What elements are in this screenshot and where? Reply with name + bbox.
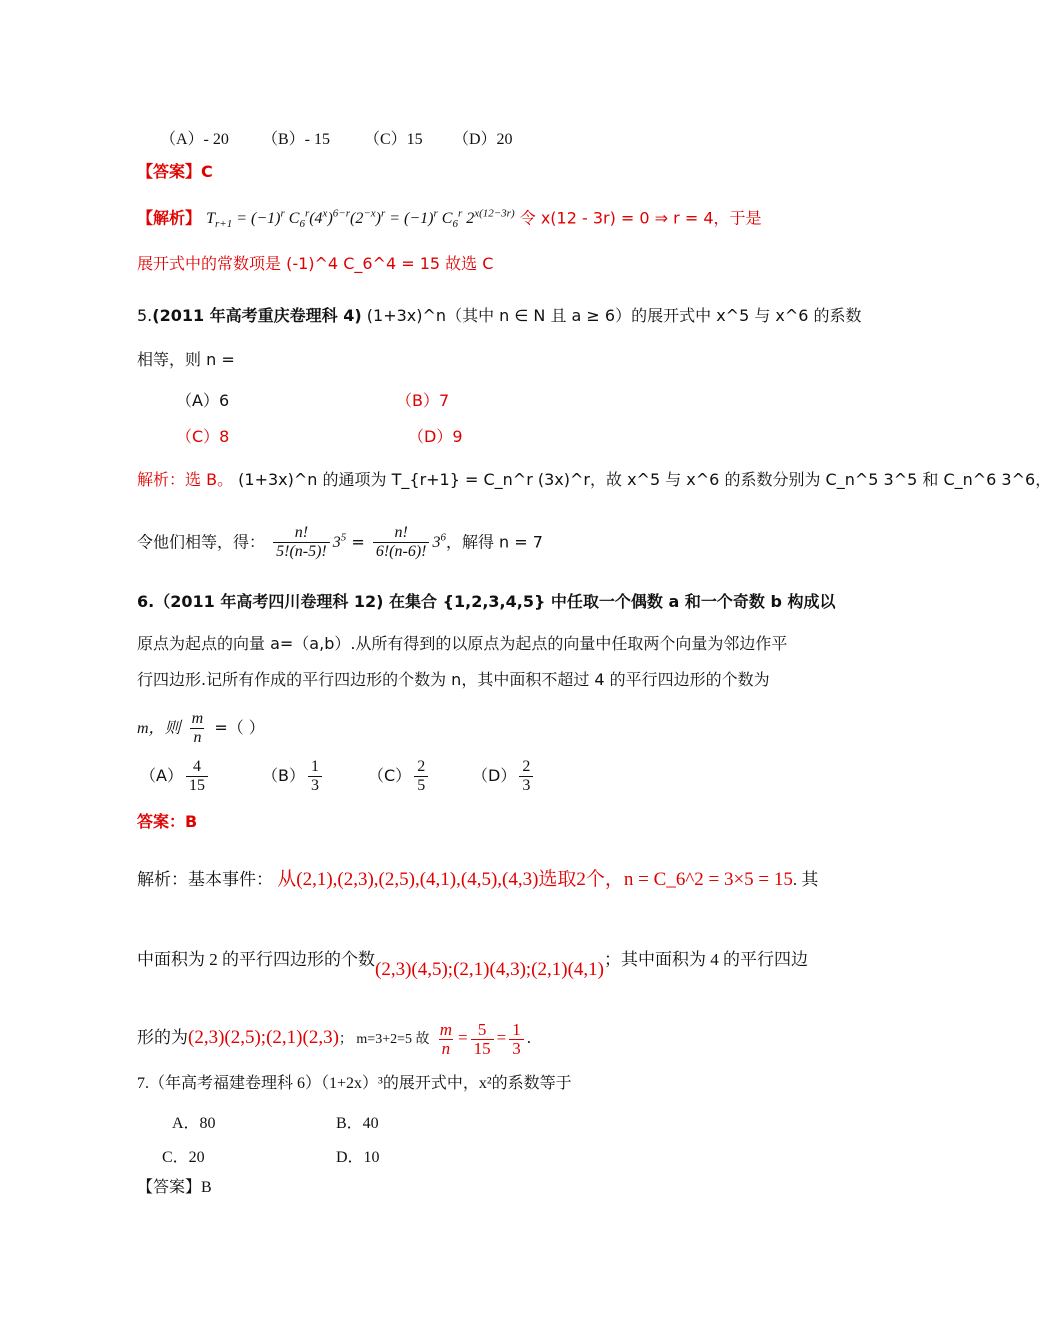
q6-f2-den: 15 [471, 1039, 494, 1058]
q7-stem: 7.（年高考福建卷理科 6）（1+2x）³的展开式中，x²的系数等于 [137, 1075, 572, 1092]
q5-number: 5. [137, 306, 153, 325]
q5-eq-num-right: n! [394, 524, 408, 542]
q6-analysis-line2 [137, 942, 808, 978]
q6-option-a [140, 754, 211, 798]
q6-option-c-den: 5 [414, 776, 428, 795]
q5-analysis [137, 470, 1051, 490]
q6-option-b-frac [308, 758, 322, 795]
q6-line3-mid: ； m=3+2=5 故 [338, 1032, 430, 1047]
q5-analysis-label: 解析：选 B。 [137, 470, 234, 489]
q5-eq-tail: ，解得 n = 7 [445, 532, 543, 552]
q6-option-b-den: 3 [308, 776, 322, 795]
q5-eq-frac-right [373, 524, 430, 561]
q5-equation: 令他们相等，得： $\frac{n!}{5!(n-5)!}$ $3^5$ = $\frac{n!}{6!(n-6)!}$ $3^6$，解得 n = 7 [137, 524, 543, 561]
q6-line2-post: ；其中面积为 4 的平行四边 [603, 950, 808, 969]
q4-analysis-cond: 令 x(12 - 3r) = 0 ⇒ r = 4，于是 [519, 208, 762, 228]
q7-option-b: B．40 [336, 1115, 379, 1132]
q6-line3-pre: 形的为 [137, 1028, 188, 1047]
q5-eq-intro: 令他们相等，得： [137, 532, 266, 552]
q5-analysis-text: (1+3x)^n 的通项为 T_{r+1} = C_n^r (3x)^r，故 x^5 与 x^6 的系数分别为 C_n^5 3^5 和 C_n^6 3^6， [238, 470, 1051, 489]
q6-line2-pre: 中面积为 2 的平行四边形的个数 [137, 950, 375, 969]
q6-option-c-frac [414, 758, 428, 795]
q5-stem-line2: 相等，则 n = [137, 350, 235, 369]
q6-analysis-label: 解析：基本事件： [137, 870, 273, 889]
q6-f1-num: m [439, 1019, 453, 1039]
q6-option-a-num: 4 [192, 758, 201, 775]
q6-frac-m-n [189, 710, 207, 747]
q6-analysis-line1 [137, 870, 818, 890]
q6-option-c-num: 2 [417, 758, 426, 775]
q4-analysis-line2: 展开式中的常数项是 (-1)^4 C_6^4 = 15 故选 C [137, 254, 494, 273]
q4-answer: 【答案】C [137, 162, 213, 181]
q6-option-d-num: 2 [522, 758, 531, 775]
q6-stem-line2: 原点为起点的向量 a=（a,b）.从所有得到的以原点为起点的向量中任取两个向量为邻边作平 [137, 634, 788, 653]
q7-answer: 【答案】B [137, 1179, 212, 1196]
q6-line3-red: (2,3)(2,5);(2,1)(2,3) [188, 1027, 339, 1048]
q6-frac-num: m [191, 710, 204, 727]
q4-analysis-formula: $T_{r+1} = (-1)^r$ $C_6^r(4^x)^{6-r}(2^{-x})^r = (-1)^r$ $C_6^r$ $2^{x(12-3r)}$ [206, 208, 515, 231]
q4-analysis [137, 204, 762, 235]
q6-answer: 答案：B [137, 812, 198, 831]
q5-option-b: （B）7 [396, 391, 450, 410]
q6-analysis-red1: 从(2,1),(2,3),(2,5),(4,1),(4,5),(4,3)选取2个，n = C_6^2 = 3×5 = 15 [277, 869, 793, 890]
q6-option-d-label: （D） [472, 766, 517, 785]
q6-option-b [262, 754, 325, 798]
q5-stem [137, 306, 862, 326]
q6-option-d-den: 3 [519, 776, 533, 795]
q6-frac-1-3 [509, 1021, 524, 1058]
q7-option-d: D．10 [336, 1149, 380, 1166]
q5-option-c: （C）8 [176, 427, 230, 446]
q6-option-b-label: （B） [262, 766, 305, 785]
q6-option-d-frac [519, 758, 533, 795]
q6-option-c [368, 754, 431, 798]
q6-frac-m-n-2 [437, 1021, 455, 1058]
q4-option-a: （A）- 20 [160, 131, 229, 148]
q5-eq-den-right: 6!(n-6)! [373, 542, 430, 561]
q6-frac-5-15 [471, 1021, 494, 1058]
q5-stem-text: (1+3x)^n（其中 n ∈ N 且 a ≥ 6）的展开式中 x^5 与 x^6 的系数 [366, 306, 862, 325]
q6-f1-den: n [439, 1039, 454, 1058]
q6-option-c-label: （C） [368, 766, 412, 785]
q6-line2-red: (2,3)(4,5);(2,1)(4,3);(2,1)(4,1) [375, 959, 604, 980]
q6-option-d [472, 754, 536, 798]
q6-f3-num: 1 [512, 1019, 521, 1039]
q5-eq-num-left: n! [294, 524, 309, 542]
q6-analysis-tail1: . 其 [792, 870, 819, 889]
q6-f3-den: 3 [509, 1039, 524, 1058]
q6-option-a-den: 15 [186, 776, 208, 795]
q6-line4-post: =（ ） [214, 718, 265, 737]
q6-analysis-line3: 形的为(2,3)(2,5);(2,1)(2,3)； m=3+2=5 故 $\frac{m}{n}$ = $\frac{5}{15}$ = $\frac{1}{3}$ . [137, 1019, 531, 1058]
q5-eq-den-left: 5!(n-5)! [273, 542, 330, 561]
q5-eq-frac-left [273, 524, 330, 561]
q4-option-b: （B）- 15 [262, 131, 331, 148]
q4-option-d: （D）20 [453, 131, 513, 148]
q4-analysis-label: 【解析】 [137, 208, 202, 228]
q6-option-a-label: （A） [140, 766, 183, 785]
q6-option-a-frac [186, 758, 208, 795]
q7-option-a: A．80 [172, 1115, 216, 1132]
q6-stem-line4 [137, 708, 265, 749]
q5-option-a: （A）6 [176, 391, 230, 410]
q7-option-c: C．20 [162, 1149, 205, 1166]
q6-option-b-num: 1 [310, 758, 319, 775]
q6-stem-line3: 行四边形.记所有作成的平行四边形的个数为 n，其中面积不超过 4 的平行四边形的个数为 [137, 670, 770, 689]
q6-f2-num: 5 [477, 1019, 487, 1039]
q6-stem-line1: 6.（2011 年高考四川卷理科 12) 在集合 {1,2,3,4,5} 中任取一个偶数 a 和一个奇数 b 构成以 [137, 592, 836, 611]
q4-option-c: （C）15 [364, 131, 423, 148]
q5-source: (2011 年高考重庆卷理科 4) [152, 306, 362, 325]
q5-option-d: （D）9 [408, 427, 463, 446]
q6-line4-pre: m，则 [137, 720, 181, 737]
q6-frac-den: n [190, 728, 204, 747]
